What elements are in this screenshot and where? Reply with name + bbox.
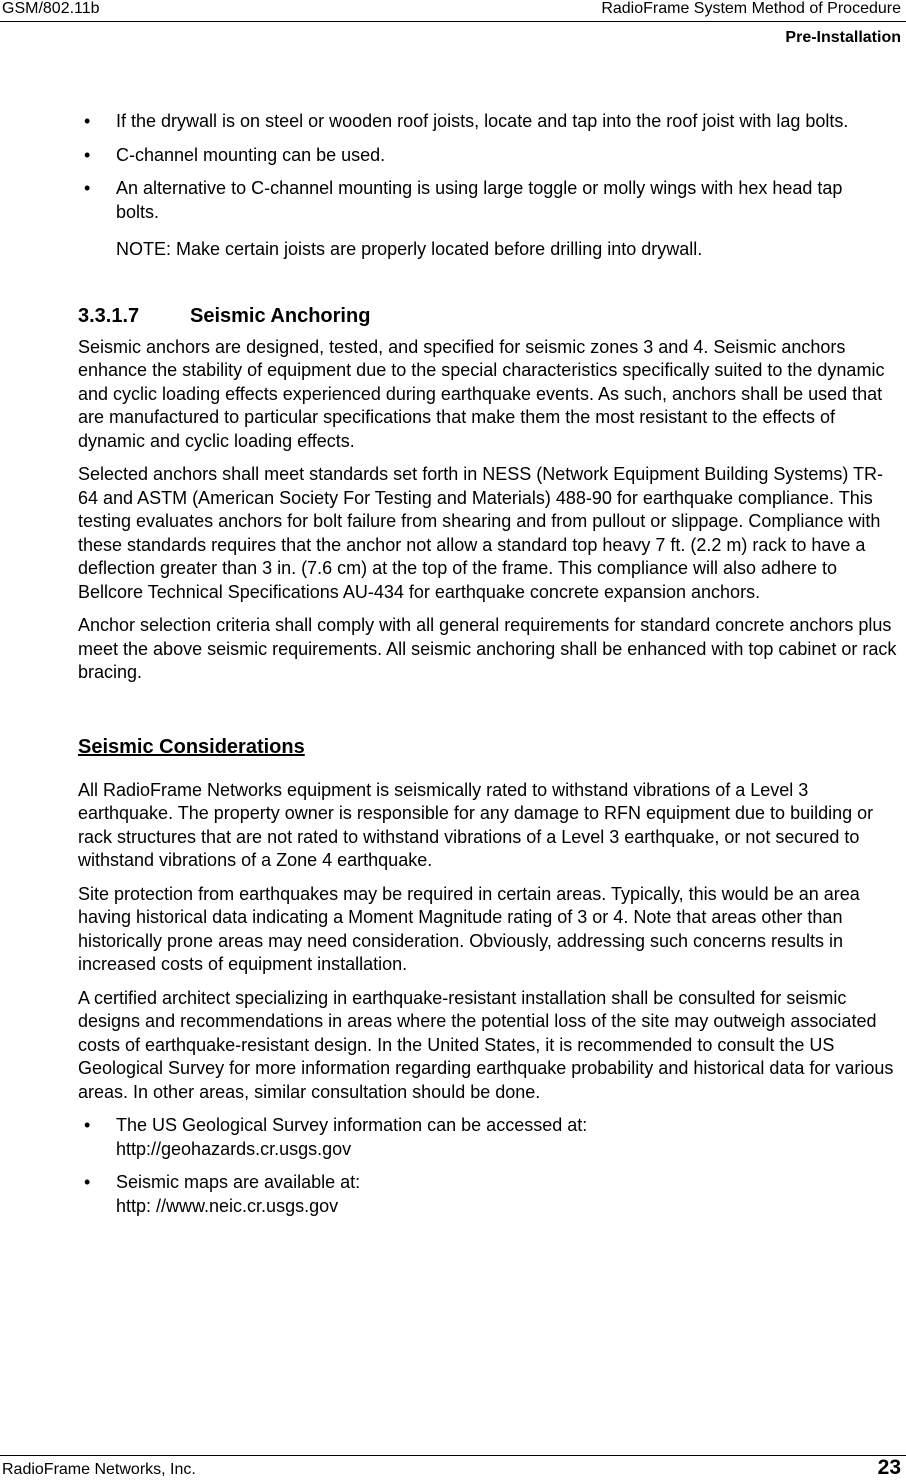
list-item — [78, 144, 886, 168]
footer-divider — [0, 1455, 906, 1456]
header-divider — [0, 21, 906, 22]
header-doc-title: RadioFrame System Method of Procedure — [601, 0, 901, 17]
bullet-icon: • — [84, 144, 91, 165]
list-item-text: The US Geological Survey information can be accessed at: — [116, 1115, 588, 1135]
list-item — [78, 1114, 886, 1161]
list-item — [78, 1171, 886, 1218]
list-item-text: If the drywall is on steel or wooden roof joists, locate and tap into the roof joist with lag bolts. — [116, 111, 849, 131]
bullet-icon: • — [84, 1172, 91, 1192]
bullet-icon: • — [84, 178, 91, 198]
paragraph: A certified architect specializing in earthquake-resistant installation shall be consulted for seismic designs and recommendations in areas where the potential loss of the site may outweigh associated costs of earthquake-resistant design. In the United States, it is recommended to consult the US Geological Survey for more information regarding earthquake probability and historical data for various areas. In other areas, similar consultation should be done. — [78, 987, 894, 1102]
paragraph: All RadioFrame Networks equipment is seismically rated to withstand vibrations of a Level 3 earthquake. The property owner is responsible for any damage to RFN equipment due to building or rack structures that are not rated to withstand vibrations of a Level 3 earthquake, or not secured to withstand vibrations of a Zone 4 earthquake. — [78, 779, 874, 870]
paragraph: Site protection from earthquakes may be required in certain areas. Typically, this would be an area having historical data indicating a Moment Magnitude rating of 3 or 4. Note that areas other than historically prone areas may need consideration. Obviously, addressing such concerns results in increased costs of equipment installation. — [78, 883, 860, 974]
bullet-icon: • — [84, 1115, 91, 1135]
subsection-heading: Seismic Considerations — [78, 735, 305, 758]
note-text: NOTE: Make certain joists are properly located before drilling into drywall. — [116, 239, 703, 259]
paragraph: Selected anchors shall meet standards set forth in NESS (Network Equipment Building Systems) TR-64 and ASTM (American Society For Testing and Materials) 488-90 for earthquake compliance. This testing evaluates anchors for bolt failure from shearing and from pullout or slippage. Compliance with these standards requires that the anchor not allow a standard top heavy 7 ft. (2.2 m) rack to have a deflection greater than 3 in. (7.6 cm) at the top of the frame. This compliance will also adhere to Bellcore Technical Specifications AU-434 for earthquake concrete expansion anchors. — [78, 464, 884, 602]
page-number: 23 — [877, 1456, 901, 1479]
header-section-name: Pre-Installation — [785, 29, 901, 46]
section-number: 3.3.1.7 — [78, 304, 140, 327]
list-item-text: C-channel mounting can be used. — [116, 144, 386, 165]
neic-link[interactable]: http: //www.neic.cr.usgs.gov — [116, 1195, 339, 1216]
bullet-icon: • — [84, 111, 91, 131]
header-doc-id: GSM/802.11b — [2, 0, 100, 17]
footer-company: RadioFrame Networks, Inc. — [2, 1461, 196, 1478]
section-heading — [78, 304, 902, 328]
paragraph: Anchor selection criteria shall comply with all general requirements for standard concrete anchors plus meet the above seismic requirements. All seismic anchoring shall be enhanced with top cabinet or rack bracing. — [78, 615, 897, 682]
paragraph: Seismic anchors are designed, tested, and specified for seismic zones 3 and 4. Seismic anchors enhance the stability of equipment due to the special characteristics specifically suited to the dynamic and cyclic loading effects experienced during earthquake events. As such, anchors shall be used that are manufactured to particular specifications that make them the most resistant to the effects of dynamic and cyclic loading effects. — [78, 336, 885, 451]
page-body — [78, 110, 902, 1228]
list-item-text: An alternative to C-channel mounting is using large toggle or molly wings with hex head tap bolts. — [116, 178, 843, 222]
list-item — [78, 110, 886, 134]
list-item — [78, 177, 886, 224]
list-item-text: Seismic maps are available at: — [116, 1172, 361, 1192]
section-title: Seismic Anchoring — [190, 304, 371, 327]
usgs-link[interactable]: http://geohazards.cr.usgs.gov — [116, 1138, 352, 1159]
